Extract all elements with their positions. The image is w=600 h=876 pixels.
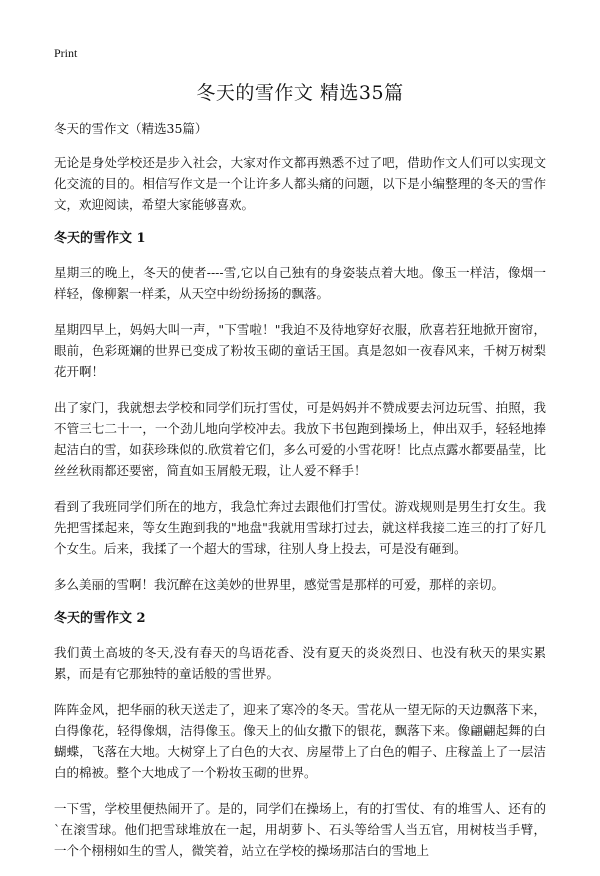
paragraph: 出了家门，我就想去学校和同学们玩打雪仗，可是妈妈并不赞成要去河边玩雪、拍照，我不管三七二十一，一个劲儿地向学校冲去。我放下书包跑到操场上，伸出双手，轻轻地捧起洁白的雪，如获珍珠似的.欣赏着它们，多么可爱的小雪花呀！比点点露水都要晶莹，比丝丝秋雨都还要密，简直如玉屑般无瑕，让人爱不释手！ xyxy=(54,400,546,478)
print-link[interactable]: Print xyxy=(54,46,78,60)
paragraph: 我们黄土高坡的冬天,没有春天的鸟语花香、没有夏天的炎炎烈日、也没有秋天的果实累累，而是有它那独特的童话般的雪世界。 xyxy=(54,645,546,681)
paragraph: 星期三的晚上，冬天的使者----雪,它以自己独有的身姿装点着大地。像玉一样洁，像烟一样轻，像柳絮一样柔，从天空中纷纷扬扬的飘落。 xyxy=(54,265,546,301)
article-body xyxy=(54,120,546,876)
paragraph: 阵阵金风，把华丽的秋天送走了，迎来了寒冷的冬天。雪花从一望无际的天边飘落下来，白得像花，轻得像烟，洁得像玉。像天上的仙女撒下的银花，飘落下来。像翩翩起舞的白蝴蝶，飞落在大地。大树穿上了白色的大衣、房屋带上了白色的帽子、庄稼盖上了一层洁白的棉被。整个大地成了一个粉妆玉砌的世界。 xyxy=(54,702,546,780)
page-title: 冬天的雪作文 精选35篇 xyxy=(196,82,404,104)
section-heading: 冬天的雪作文 2 xyxy=(54,611,146,626)
intro-paragraph: 无论是身处学校还是步入社会，大家对作文都再熟悉不过了吧，借助作文人们可以实现文化交流的目的。相信写作文是一个让许多人都头痛的问题，以下是小编整理的冬天的雪作文，欢迎阅读，希望大家能够喜欢。 xyxy=(54,155,546,212)
section-heading: 冬天的雪作文 1 xyxy=(54,231,146,246)
paragraph: 星期四早上，妈妈大叫一声，"下雪啦！"我迫不及待地穿好衣服，欣喜若狂地掀开窗帘，眼前，色彩斑斓的世界已变成了粉妆玉砌的童话王国。真是忽如一夜春风来，千树万树梨花开啊！ xyxy=(54,322,546,379)
article-subtitle: 冬天的雪作文（精选35篇） xyxy=(54,121,208,136)
paragraph: 一下雪，学校里便热闹开了。是的，同学们在操场上，有的打雪仗、有的堆雪人、还有的`在滚雪球。他们把雪球堆放在一起，用胡萝卜、石头等给雪人当五官，用树枝当手臂，一个个栩栩如生的雪人，微笑着，站立在学校的操场那洁白的雪地上 xyxy=(54,801,546,858)
paragraph: 看到了我班同学们所在的地方，我急忙奔过去跟他们打雪仗。游戏规则是男生打女生。我先把雪揉起来，等女生跑到我的"地盘"我就用雪球打过去，就这样我接二连三的打了好几个女生。后来，我揉了一个超大的雪球，往别人身上投去，可是没有砸到。 xyxy=(54,499,546,556)
paragraph: 多么美丽的雪啊！我沉醉在这美妙的世界里，感觉雪是那样的可爱，那样的亲切。 xyxy=(54,577,505,592)
